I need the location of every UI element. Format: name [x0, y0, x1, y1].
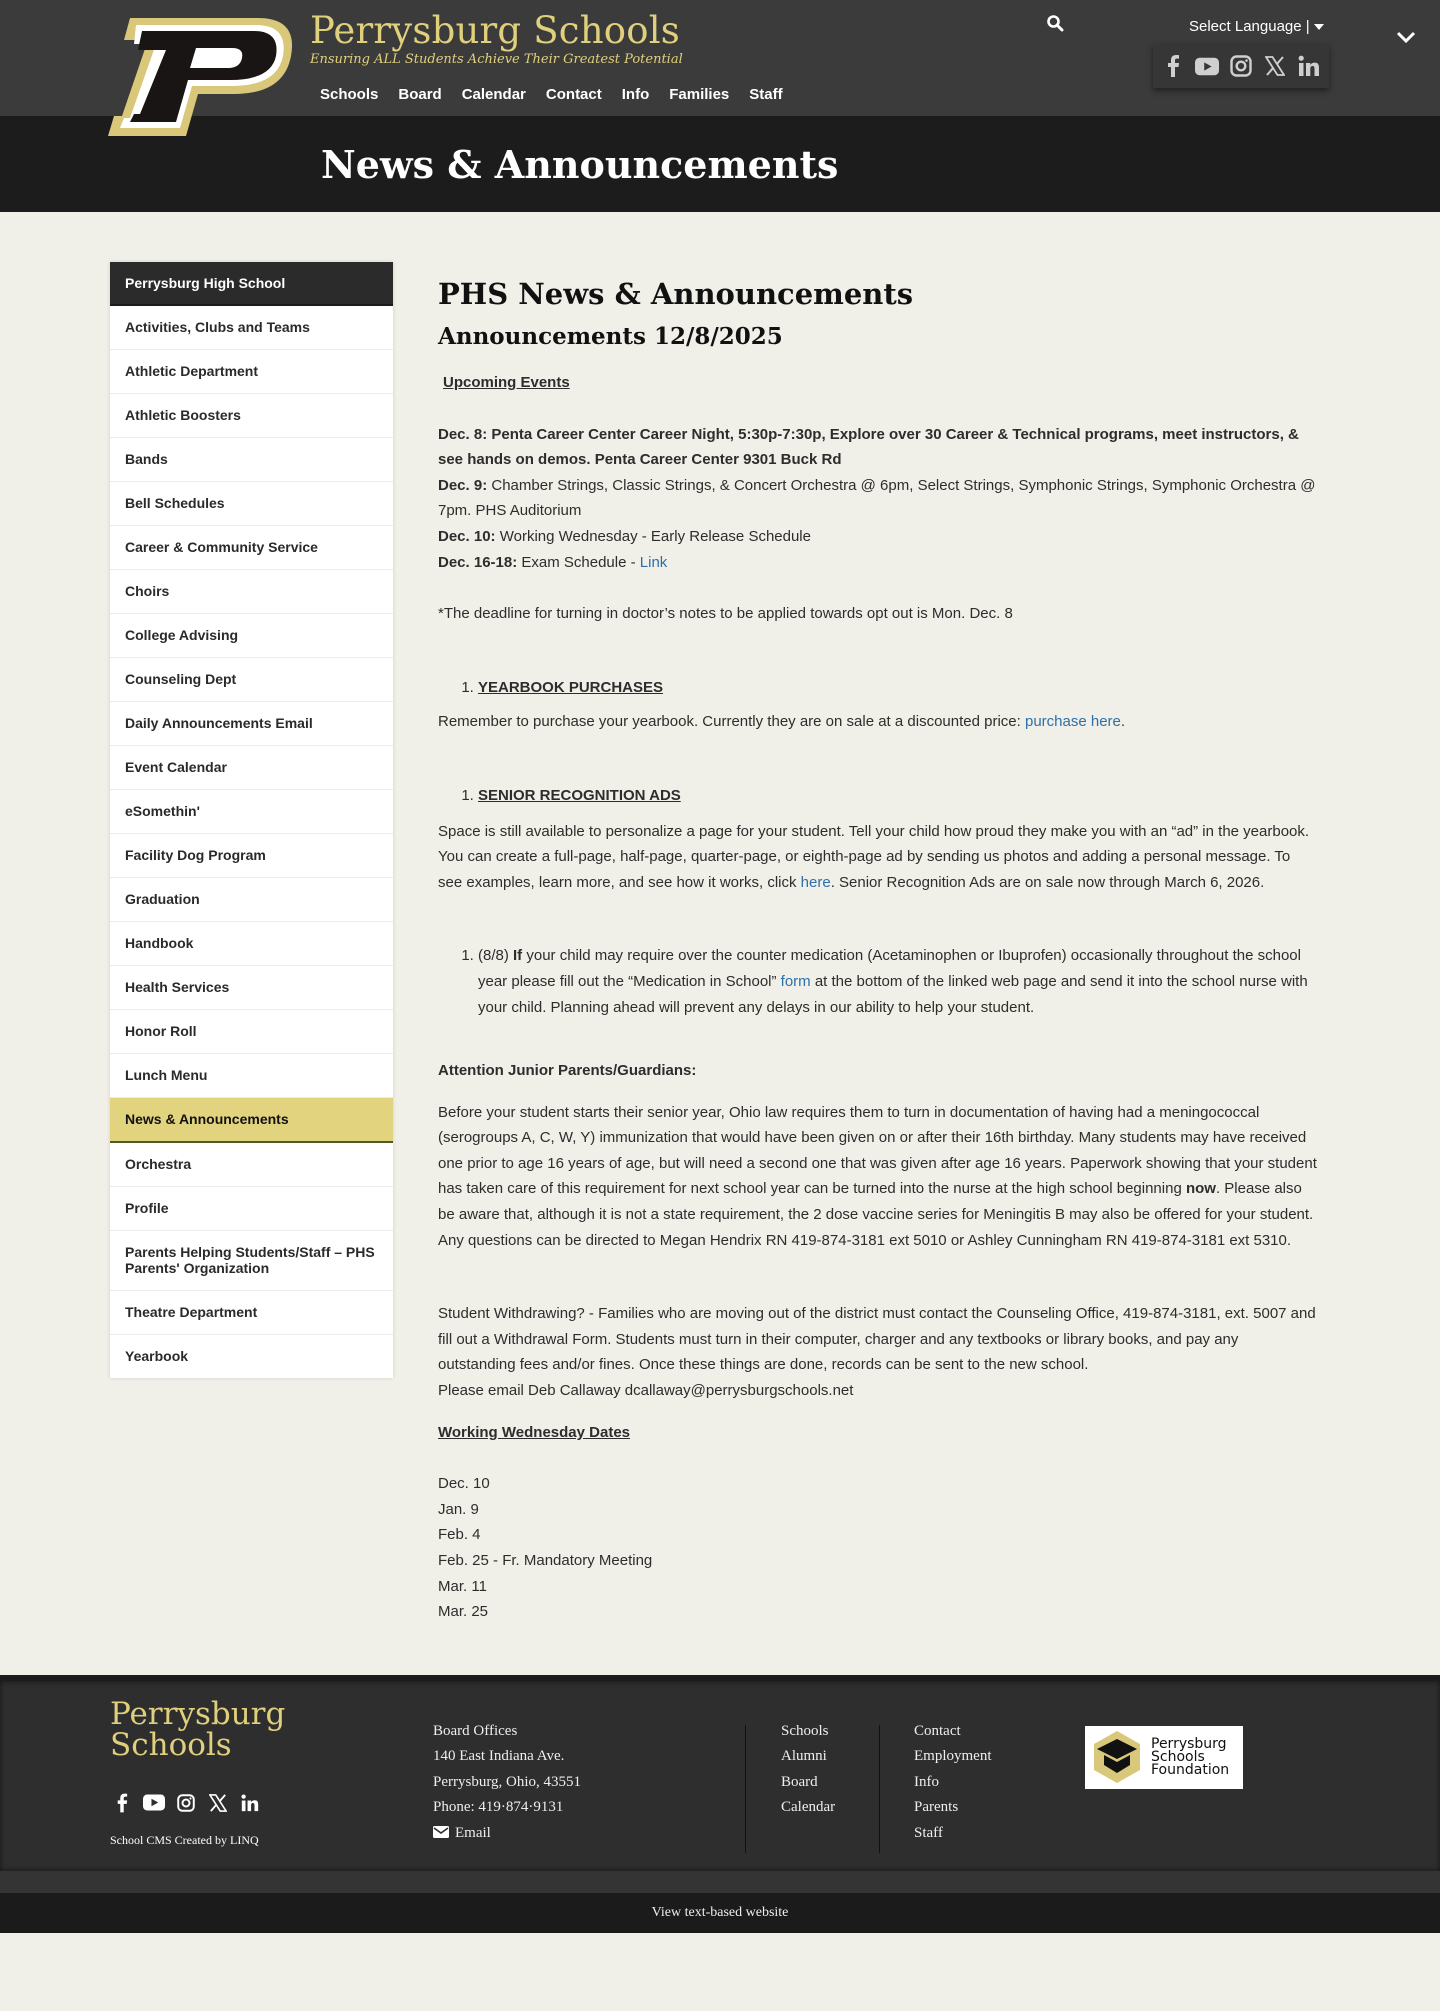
sidebar-item-parents-organization[interactable]: Parents Helping Students/Staff – PHS Parents' Organization — [110, 1231, 393, 1291]
footer-social-links — [110, 1791, 262, 1815]
district-logo[interactable] — [108, 18, 293, 140]
brand-title: Perrysburg Schools — [310, 9, 680, 52]
content-title: PHS News & Announcements — [438, 277, 914, 311]
yearbook-heading: YEARBOOK PURCHASES — [478, 678, 664, 696]
senior-ads-list-item — [478, 783, 1318, 809]
main-content — [438, 262, 1318, 1625]
ww-date: Feb. 4 — [438, 1526, 481, 1544]
sidebar-item-graduation[interactable]: Graduation — [110, 878, 393, 922]
footer-link-schools[interactable]: Schools — [781, 1722, 829, 1739]
foundation-logo-link[interactable] — [1085, 1726, 1243, 1789]
yearbook-list-item — [478, 675, 1318, 701]
search-icon[interactable] — [1046, 14, 1064, 32]
footer-links-col-2 — [914, 1719, 992, 1847]
youtube-icon[interactable] — [1195, 54, 1219, 78]
social-links — [1153, 44, 1329, 88]
facebook-icon[interactable] — [1161, 54, 1185, 78]
footer-divider — [745, 1725, 746, 1853]
content-subtitle: Announcements 12/8/2025 — [438, 323, 783, 350]
site-footer — [0, 1675, 1440, 1871]
sidebar-item-profile[interactable]: Profile — [110, 1187, 393, 1231]
ww-date: Feb. 25 - Fr. Mandatory Meeting — [438, 1552, 653, 1569]
junior-parents-text: Before your student starts their senior year, Ohio law requires them to turn in documentation of having had a meningococcal (serogroups A, C, W, Y) immunization that would have been given on or after their 16th birthday. Many students may have received one prior to age 16 years of age, but will need a second one that was given after age 16 years. Paperwork showing that your student has taken care of this requirement for next school year can be turned into the nurse at the high school beginning now. Please also be aware that, although it is not a state requirement, the 2 dose vaccine series for Meningitis B may also be offered for your student. Any questions can be directed to Megan Hendrix RN 419-874-3181 ext 5010 or Ashley Cunningham RN 419-874-3181 ext 5310. — [438, 1103, 1317, 1249]
footer-brand[interactable]: Perrysburg Schools — [110, 1695, 286, 1763]
nav-families[interactable]: Families — [669, 86, 730, 103]
footer-address: Board Offices 140 East Indiana Ave. Perrysburg, Ohio, 43551 Phone: 419·874·9131 Email — [433, 1719, 581, 1847]
sidebar-item-daily-announcements-email[interactable]: Daily Announcements Email — [110, 702, 393, 746]
medication-form-link[interactable]: form — [780, 972, 811, 990]
footer-link-staff[interactable]: Staff — [914, 1824, 943, 1841]
deadline-note: *The deadline for turning in doctor’s notes to be applied towards opt out is Mon. Dec. 8 — [438, 605, 1013, 623]
page-body — [0, 212, 1440, 1675]
event-dec-8: Dec. 8: Penta Career Center Career Night, 5:30p-7:30p, Explore over 30 Career & Technical programs, meet instructors, & see hands on demos. Penta Career Center 9301 Buck Rd — [438, 425, 1299, 469]
sidebar-item-facility-dog[interactable]: Facility Dog Program — [110, 834, 393, 878]
nav-schools[interactable]: Schools — [320, 86, 379, 103]
brand-tagline: Ensuring ALL Students Achieve Their Greatest Potential — [310, 52, 683, 67]
language-label: Select Language | — [1189, 18, 1310, 35]
sidebar-item-news-announcements[interactable]: News & Announcements — [110, 1098, 393, 1143]
senior-ads-heading: SENIOR RECOGNITION ADS — [478, 786, 681, 804]
linkedin-icon[interactable] — [238, 1791, 262, 1815]
yearbook-text: Remember to purchase your yearbook. Currently they are on sale at a discounted price: purchase here. — [438, 713, 1126, 731]
youtube-icon[interactable] — [142, 1791, 166, 1815]
sidebar-item-athletic-boosters[interactable]: Athletic Boosters — [110, 394, 393, 438]
sidebar-item-bell-schedules[interactable]: Bell Schedules — [110, 482, 393, 526]
sidebar-item-yearbook[interactable]: Yearbook — [125, 1348, 189, 1364]
sidebar — [110, 262, 393, 1378]
graduation-cap-icon — [1091, 1729, 1143, 1785]
purchase-here-link[interactable]: purchase here — [1024, 713, 1121, 731]
ww-date: Dec. 10 — [438, 1475, 490, 1493]
sidebar-item-health-services[interactable]: Health Services — [110, 966, 393, 1010]
senior-ads-list — [438, 783, 1318, 809]
footer-link-parents[interactable]: Parents — [914, 1799, 959, 1816]
nav-board[interactable]: Board — [398, 86, 442, 103]
medication-list-item: 1. (8/8) If your child may require over the counter medication (Acetaminophen or Ibuprofen) occasionally throughout the school year please fill out the “Medication in School” form at the bottom of the linked web page and send it into the school nurse with your child. Planning ahead will prevent any delays in our ability to help your student. — [478, 943, 1318, 1020]
medication-list — [438, 943, 1318, 1020]
event-dec-16-18: Dec. 16-18: Exam Schedule - Link — [438, 553, 668, 571]
ww-date: Mar. 11 — [438, 1577, 487, 1595]
x-icon[interactable] — [206, 1791, 230, 1815]
junior-parents-heading: Attention Junior Parents/Guardians: — [438, 1062, 697, 1080]
sidebar-item-orchestra[interactable]: Orchestra — [110, 1143, 393, 1187]
sidebar-item-theatre[interactable]: Theatre Department — [110, 1291, 393, 1335]
text-based-website-link[interactable]: View text-based website — [651, 1904, 789, 1920]
footer-link-alumni[interactable]: Alumni — [781, 1748, 827, 1765]
sidebar-item-handbook[interactable]: Handbook — [110, 922, 393, 966]
site-header — [0, 0, 1440, 212]
envelope-icon — [433, 1826, 449, 1838]
sidebar-item-esomethin[interactable]: eSomethin' — [110, 790, 393, 834]
footer-link-contact[interactable]: Contact — [914, 1722, 961, 1739]
chevron-down-icon[interactable] — [1396, 30, 1416, 44]
footer-links-col-1 — [781, 1719, 835, 1821]
facebook-icon[interactable] — [110, 1791, 134, 1815]
senior-ads-text: Space is still available to personalize a page for your student. Tell your child how proud they make you with an “ad” in the yearbook. You can create a full-page, half-page, quarter-page, or eighth-page ad by sending us photos and adding a personal message. To see examples, learn more, and see how it works, click here. Senior Recognition Ads are on sale now through March 6, 2026. — [438, 822, 1310, 891]
sidebar-item-lunch-menu[interactable]: Lunch Menu — [110, 1054, 393, 1098]
bottom-bar — [0, 1893, 1440, 1933]
caret-down-icon — [1314, 24, 1324, 30]
nav-calendar[interactable]: Calendar — [461, 86, 526, 103]
footer-link-info[interactable]: Info — [914, 1773, 939, 1790]
nav-info[interactable]: Info — [621, 86, 650, 103]
sidebar-item-activities[interactable]: Activities, Clubs and Teams — [110, 306, 393, 350]
footer-link-calendar[interactable]: Calendar — [781, 1799, 836, 1816]
page-title: News & Announcements — [321, 142, 839, 187]
nav-contact[interactable]: Contact — [545, 86, 602, 103]
working-wednesday-heading: Working Wednesday Dates — [438, 1423, 630, 1441]
sidebar-item-bands[interactable]: Bands — [110, 438, 393, 482]
instagram-icon[interactable] — [1229, 54, 1253, 78]
main-nav — [320, 86, 803, 103]
linkedin-icon[interactable] — [1297, 54, 1321, 78]
brand[interactable] — [310, 8, 683, 67]
footer-link-board[interactable]: Board — [781, 1773, 818, 1790]
exam-schedule-link[interactable]: Link — [639, 553, 668, 571]
sidebar-item-college-advising[interactable]: College Advising — [110, 614, 393, 658]
ww-date: Jan. 9 — [438, 1500, 479, 1518]
footer-email-link[interactable]: Email — [433, 1821, 581, 1847]
sidebar-item-athletic-department[interactable]: Athletic Department — [110, 350, 393, 394]
x-icon[interactable] — [1263, 54, 1287, 78]
foundation-name: Perrysburg Schools Foundation — [1151, 1735, 1230, 1778]
footer-link-employment[interactable]: Employment — [914, 1748, 992, 1765]
sub-footer — [0, 1871, 1440, 1893]
sidebar-heading[interactable]: Perrysburg High School — [110, 262, 393, 306]
withdraw-text: Student Withdrawing? - Families who are moving out of the district must contact the Counseling Office, 419-874-3181, ext. 5007 and fill out a Withdrawal Form. Students must turn in their computer, charger and any textbooks or library books, and pay any outstanding fees and/or fines. Once these things are done, records can be sent to the new school. — [438, 1305, 1316, 1374]
nav-staff[interactable]: Staff — [749, 86, 783, 103]
yearbook-list — [438, 675, 1318, 701]
sidebar-item-career-community[interactable]: Career & Community Service — [110, 526, 393, 570]
sidebar-item-choirs[interactable]: Choirs — [110, 570, 393, 614]
senior-ads-here-link[interactable]: here — [800, 873, 831, 891]
instagram-icon[interactable] — [174, 1791, 198, 1815]
sidebar-item-event-calendar[interactable]: Event Calendar — [110, 746, 393, 790]
sidebar-item-counseling[interactable]: Counseling Dept — [110, 658, 393, 702]
top-bar — [0, 0, 1440, 116]
cms-credit[interactable]: School CMS Created by LINQ — [110, 1832, 259, 1847]
language-select[interactable] — [1189, 18, 1324, 35]
upcoming-events-heading: Upcoming Events — [443, 374, 570, 391]
ww-date: Mar. 25 — [438, 1603, 489, 1621]
event-dec-9: Dec. 9: Chamber Strings, Classic Strings, & Concert Orchestra @ 6pm, Select Strings, Symphonic Strings, Symphonic Orchestra @ 7pm. PHS Auditorium — [438, 476, 1316, 520]
footer-divider — [879, 1725, 880, 1853]
sidebar-item-honor-roll[interactable]: Honor Roll — [110, 1010, 393, 1054]
withdraw-email: Please email Deb Callaway dcallaway@perrysburgschools.net — [438, 1382, 854, 1400]
event-dec-10: Dec. 10: Working Wednesday - Early Release Schedule — [438, 527, 811, 545]
